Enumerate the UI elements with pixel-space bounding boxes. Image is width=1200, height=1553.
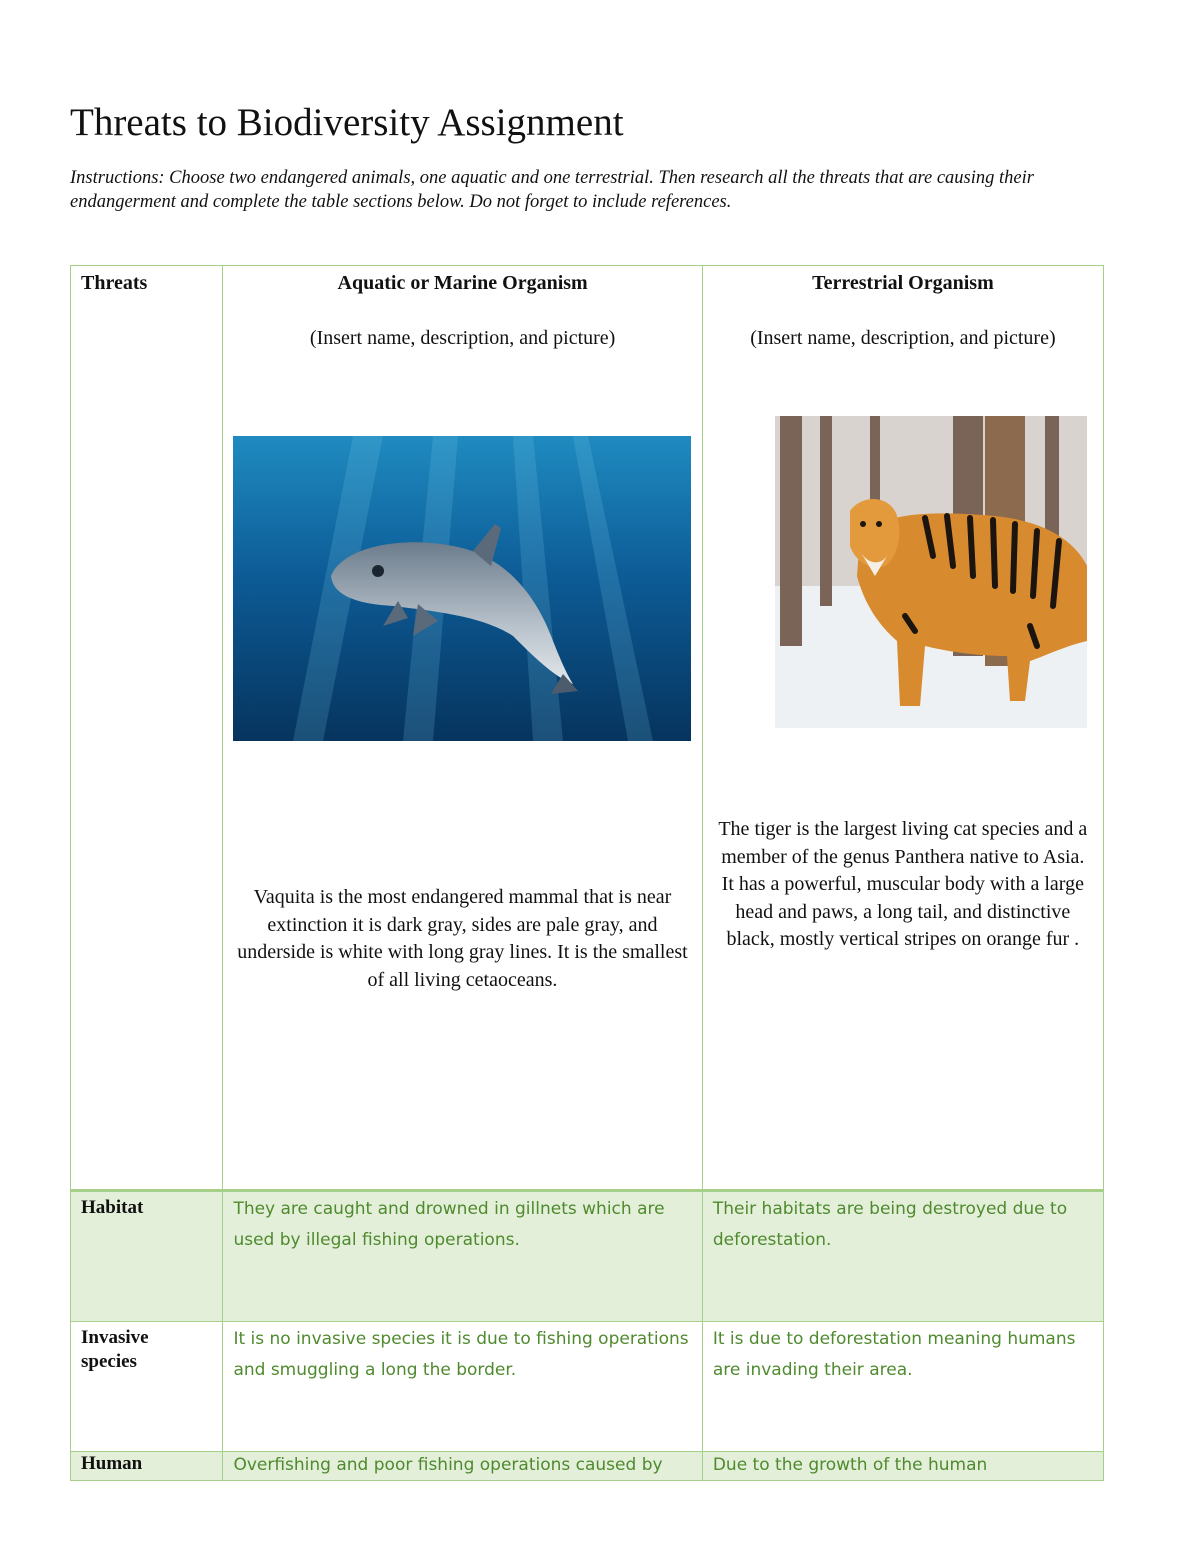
document-title: Threats to Biodiversity Assignment <box>70 101 624 144</box>
habitat-label-cell <box>71 1191 223 1322</box>
habitat-label: Habitat <box>81 1197 144 1218</box>
human-terrestrial-cell <box>702 1452 1103 1481</box>
vaquita-photo <box>233 436 691 741</box>
tiger-photo <box>775 416 1087 728</box>
human-aquatic-cell <box>223 1452 702 1481</box>
invasive-label-cell <box>71 1322 223 1452</box>
organism-row <box>71 266 1104 1191</box>
threats-table <box>70 265 1104 1481</box>
invasive-species-label: Invasive species <box>81 1327 149 1372</box>
terrestrial-cell <box>702 266 1103 1191</box>
habitat-terrestrial-answer: Their habitats are being destroyed due to deforestation. <box>712 1199 1068 1250</box>
invasive-terrestrial-answer: It is due to deforestation meaning humans are invading their area. <box>712 1329 1076 1380</box>
habitat-aquatic-cell <box>223 1191 702 1322</box>
human-label-cell <box>71 1452 223 1481</box>
habitat-terrestrial-cell <box>702 1191 1103 1322</box>
threats-label: Threats <box>81 272 148 294</box>
aquatic-title: Aquatic or Marine Organism <box>337 272 588 294</box>
terrestrial-title: Terrestrial Organism <box>812 272 994 294</box>
aquatic-subtitle: (Insert name, description, and picture) <box>309 327 616 349</box>
threats-header-cell <box>71 266 223 1191</box>
habitat-row <box>71 1191 1104 1322</box>
aquatic-cell <box>223 266 702 1191</box>
invasive-aquatic-answer: It is no invasive species it is due to fishing operations and smuggling a long the border. <box>233 1329 689 1380</box>
aquatic-description: Vaquita is the most endangered mammal that is near extinction it is dark gray, sides are pale gray, and underside is white with long gray lines. It is the smallest of all living cetaoceans. <box>237 886 688 991</box>
human-label: Human <box>81 1453 143 1474</box>
terrestrial-description: The tiger is the largest living cat species and a member of the genus Panthera native to Asia. It has a powerful, muscular body with a large head and paws, a long tail, and distinctive black, mostly vertical stripes on orange fur . <box>718 818 1088 950</box>
human-terrestrial-answer: Due to the growth of the human <box>712 1455 988 1475</box>
invasive-terrestrial-cell <box>702 1322 1103 1452</box>
terrestrial-subtitle: (Insert name, description, and picture) <box>750 327 1056 349</box>
invasive-aquatic-cell <box>223 1322 702 1452</box>
invasive-species-row <box>71 1322 1104 1452</box>
habitat-aquatic-answer: They are caught and drowned in gillnets which are used by illegal fishing operations. <box>233 1199 665 1250</box>
human-row <box>71 1452 1104 1481</box>
instructions: Instructions: Choose two endangered animals, one aquatic and one terrestrial. Then research all the threats that are causing their endangerment and complete the table sections below. Do not forget to include references. <box>70 168 1034 212</box>
human-aquatic-answer: Overfishing and poor fishing operations caused by <box>233 1455 663 1475</box>
